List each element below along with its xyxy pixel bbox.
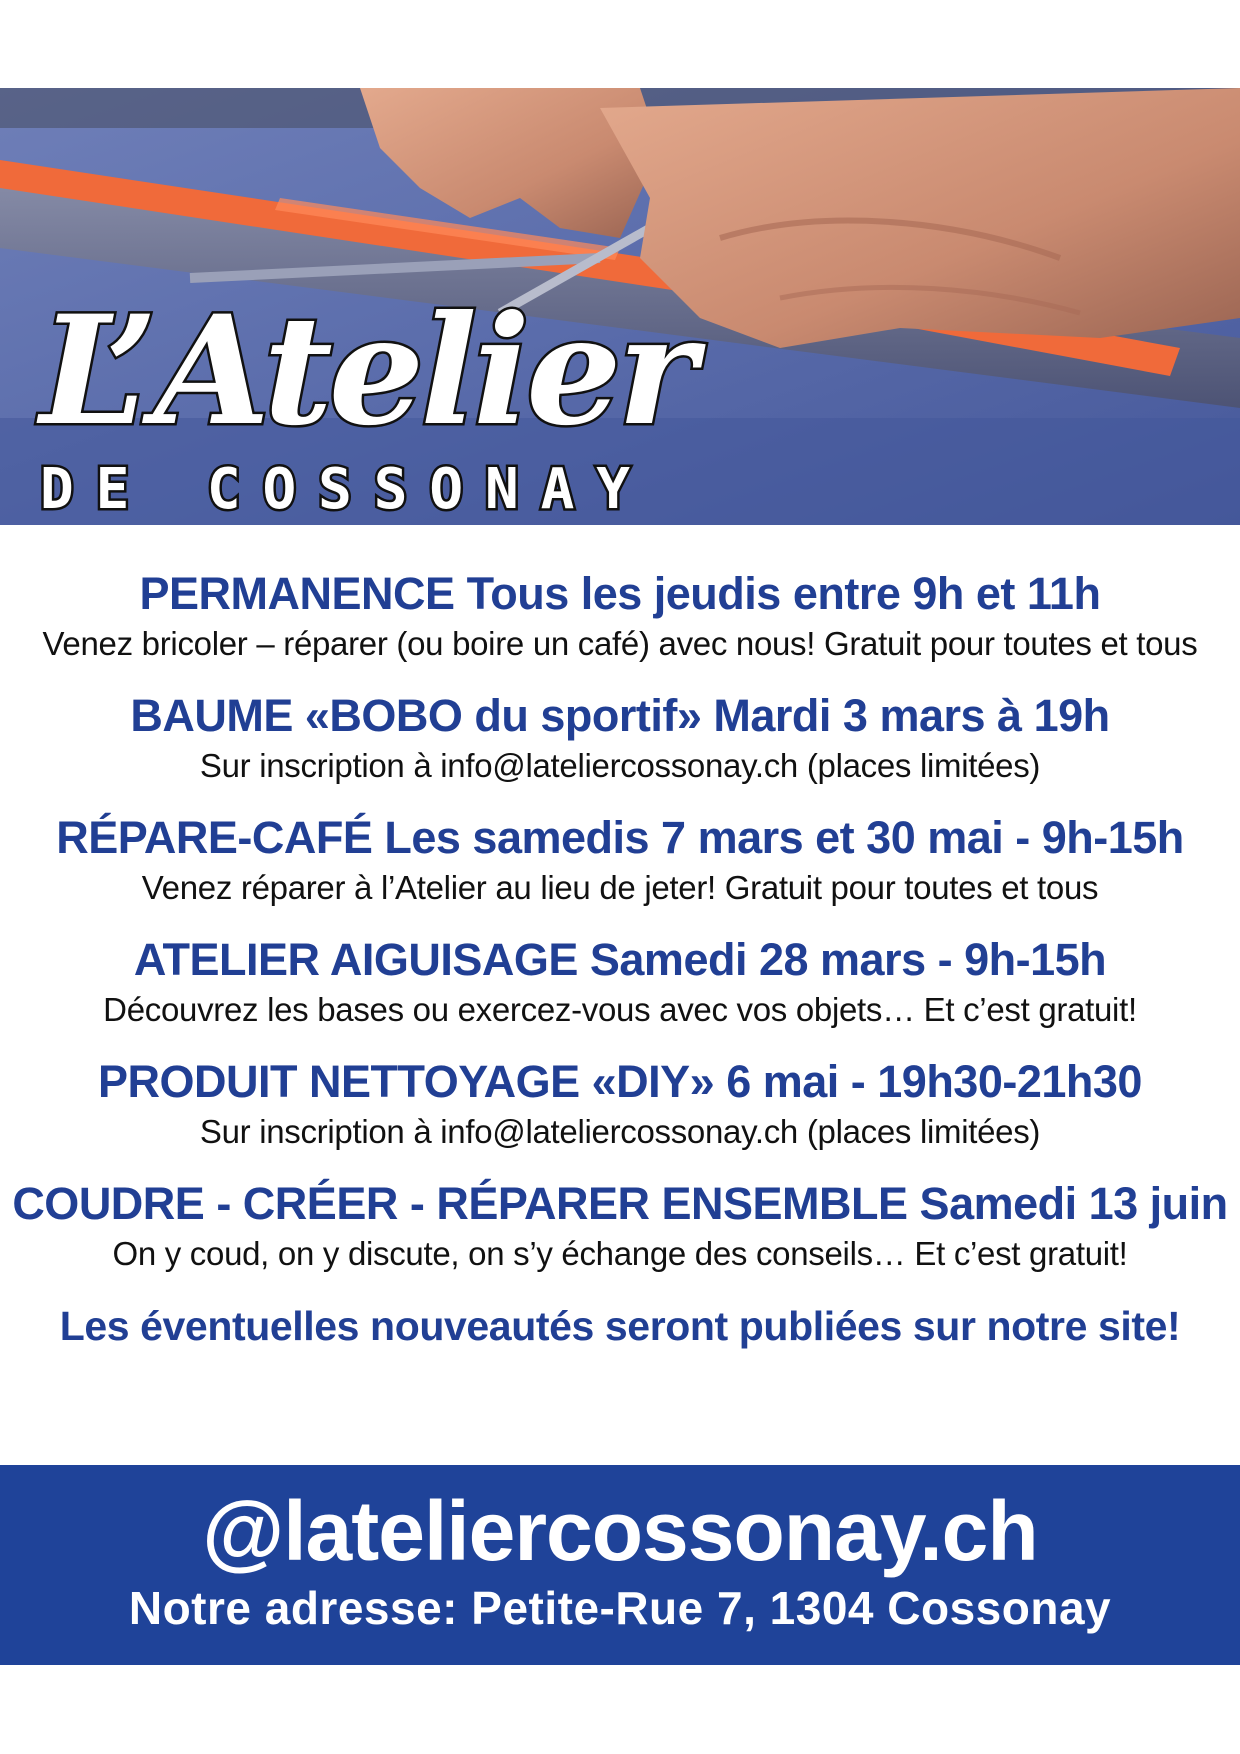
event-title: BAUME «BOBO du sportif» Mardi 3 mars à 19h	[130, 690, 1110, 741]
event-coudre	[0, 1176, 1240, 1276]
event-description: Venez bricoler – réparer (ou boire un café) avec nous! Gratuit pour toutes et tous	[42, 625, 1198, 662]
footer-band	[0, 1465, 1240, 1665]
event-aiguisage	[0, 932, 1240, 1032]
event-nettoyage	[0, 1054, 1240, 1154]
workshop-photo	[0, 88, 1240, 525]
event-description: Venez réparer à l’Atelier au lieu de jeter! Gratuit pour toutes et tous	[141, 869, 1099, 906]
event-list	[0, 566, 1240, 1354]
event-description: On y coud, on y discute, on s’y échange des conseils… Et c’est gratuit!	[112, 1235, 1128, 1272]
event-title: COUDRE - CRÉER - RÉPARER ENSEMBLE Samedi 13 juin	[12, 1178, 1228, 1229]
event-title: RÉPARE-CAFÉ Les samedis 7 mars et 30 mai - 9h-15h	[56, 812, 1184, 863]
hero-banner	[0, 88, 1240, 525]
logo-subtitle: DE COSSONAY	[40, 457, 630, 522]
event-permanence	[0, 566, 1240, 666]
event-title: PRODUIT NETTOYAGE «DIY» 6 mai - 19h30-21h30	[98, 1056, 1142, 1107]
event-description: Découvrez les bases ou exercez-vous avec vos objets… Et c’est gratuit!	[103, 991, 1137, 1028]
event-description: Sur inscription à info@lateliercossonay.ch (places limitées)	[199, 747, 1041, 784]
footer-address: Notre adresse: Petite-Rue 7, 1304 Cossonay	[128, 1582, 1112, 1634]
footer-website: @lateliercossonay.ch	[202, 1484, 1038, 1578]
event-title: ATELIER AIGUISAGE Samedi 28 mars - 9h-15h	[133, 934, 1107, 985]
event-title: PERMANENCE Tous les jeudis entre 9h et 11h	[139, 568, 1101, 619]
event-baume	[0, 688, 1240, 788]
closing-note: Les éventuelles nouveautés seront publiées sur notre site!	[59, 1303, 1181, 1349]
logo-title: L’Atelier	[40, 283, 693, 459]
event-repare-cafe	[0, 810, 1240, 910]
event-description: Sur inscription à info@lateliercossonay.ch (places limitées)	[199, 1113, 1041, 1150]
